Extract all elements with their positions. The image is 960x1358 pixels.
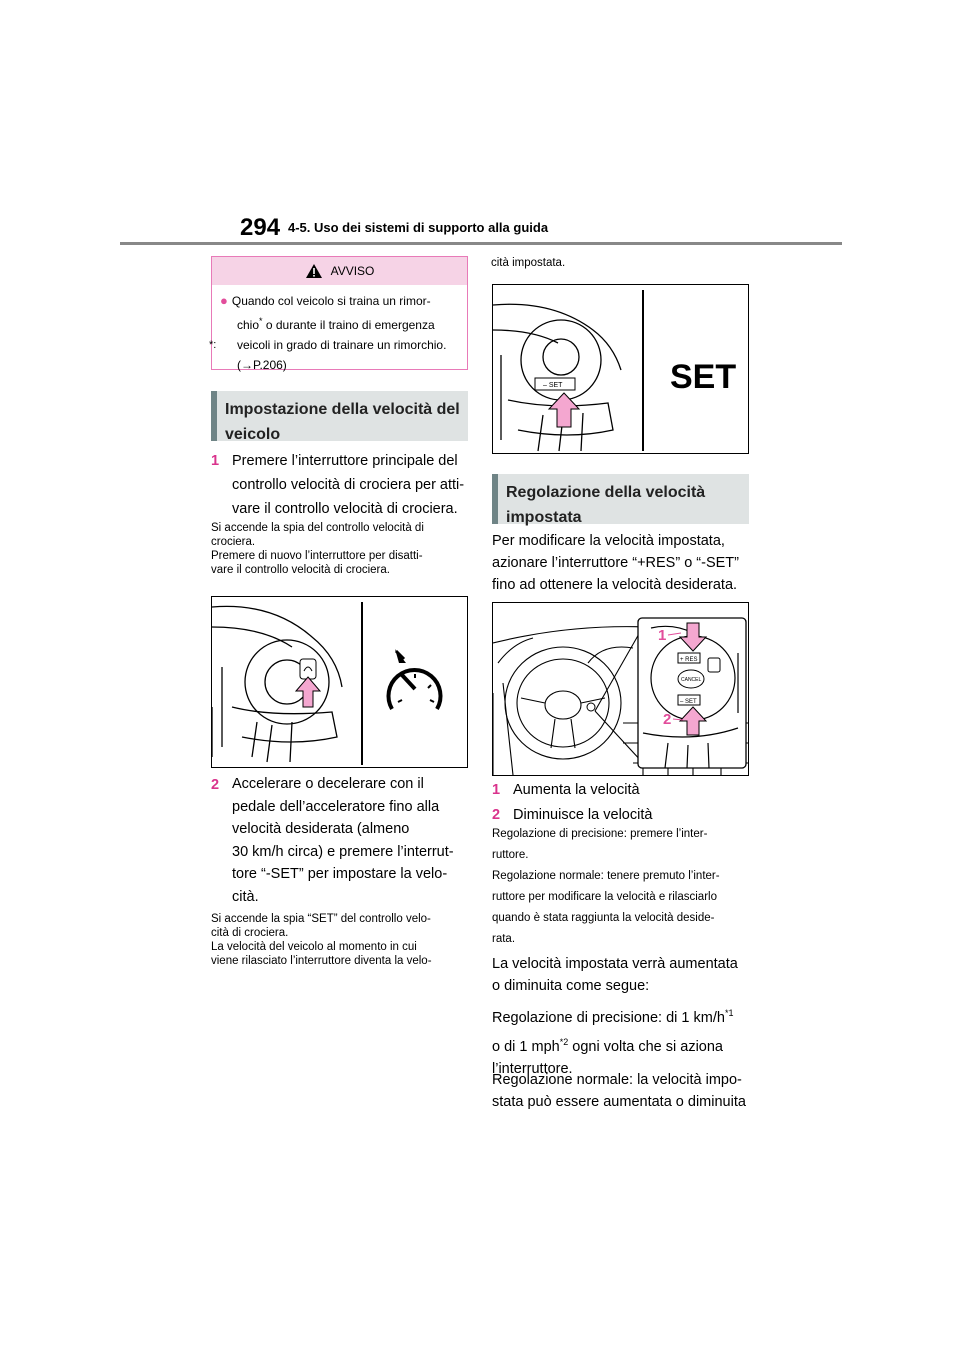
fine-text: o di 1 mph <box>492 1038 560 1055</box>
fine-text: l’interruttore. <box>492 1060 573 1077</box>
step-2-line: pedale dell’acceleratore fino alla <box>232 798 440 815</box>
legend-number-2: 2 <box>492 807 501 823</box>
note-line: rata. <box>492 933 516 945</box>
footnote-mark-2: *2 <box>559 1036 569 1047</box>
note-line: Regolazione normale: tenere premuto l’inter- <box>492 870 720 882</box>
warning-reference: (→P.206) <box>237 358 287 372</box>
note-line: cità di crociera. <box>211 927 289 939</box>
note-line: Premere di nuovo l’interruttore per disatti- <box>211 550 423 562</box>
step-1-line: Premere l’interruttore principale del <box>232 453 458 469</box>
note-line: vare il controllo velocità di crociera. <box>211 564 390 576</box>
step-2-line: tore “-SET” per impostare la velo- <box>232 866 448 882</box>
steering-wheel-illustration <box>493 603 748 775</box>
warning-line2a: chio <box>237 318 260 332</box>
cruise-control-icon <box>389 649 441 709</box>
callout-2: 2 <box>663 711 672 728</box>
section-title-set-speed: Impostazione della velocità del veicolo <box>211 391 468 441</box>
set-indicator-text: SET <box>670 358 737 396</box>
note-line: viene rilasciato l’interruttore diventa la velo- <box>211 955 432 967</box>
legend-text-1: Aumenta la velocità <box>513 782 640 798</box>
fine-text: ogni volta che si aziona <box>568 1038 723 1055</box>
note-line: quando è stata raggiunta la velocità deside- <box>492 912 715 924</box>
step-2-line: 30 km/h circa) e premere l’interrut- <box>232 843 454 860</box>
set-switch-illustration <box>493 285 748 453</box>
warning-body <box>209 285 467 375</box>
warning-header <box>212 257 467 285</box>
note-line: ruttore per modificare la velocità e rilasciarlo <box>492 891 717 903</box>
legend-item-1 <box>492 778 752 802</box>
figure-set-switch <box>492 284 749 454</box>
speed-change-paragraph <box>492 953 762 997</box>
step-2-note <box>211 912 471 968</box>
step-2 <box>211 773 471 908</box>
warning-line1: Quando col veicolo si traina un rimor- <box>231 294 431 308</box>
note-line: Si accende la spia “SET” del controllo velo- <box>211 913 431 925</box>
header-divider <box>120 242 842 245</box>
res-button-label: + RES <box>680 657 698 663</box>
step-2-line: velocità desiderata (almeno <box>232 821 410 837</box>
legend-number-1: 1 <box>492 782 501 798</box>
adjust-intro <box>492 530 762 596</box>
set-button-label: – SET <box>680 699 697 705</box>
warning-box <box>211 256 468 370</box>
para-line: stata può essere aumentata o diminuita <box>492 1094 746 1110</box>
footnote-mark-1: *1 <box>724 1008 734 1018</box>
figure-main-switch <box>211 596 468 768</box>
step-1-number: 1 <box>211 453 220 469</box>
set-button-label: – SET <box>543 382 563 389</box>
step-1 <box>211 449 471 521</box>
para-line: Regolazione normale: la velocità impo- <box>492 1072 742 1088</box>
warning-title: AVVISO <box>330 264 375 278</box>
warning-footnote-mark: * <box>259 316 263 326</box>
step-2-line: cità. <box>232 888 259 905</box>
step-2-line: Accelerare o decelerare con il <box>232 776 424 792</box>
section-title-adjust-speed: Regolazione della velocità impostata <box>492 474 749 524</box>
note-line: La velocità del veicolo al momento in cui <box>211 941 417 953</box>
figure-steering-wheel <box>492 602 749 776</box>
normal-adjust-paragraph <box>492 1069 762 1113</box>
continued-text: cità impostata. <box>491 257 566 269</box>
chapter-header: 4-5. Uso dei sistemi di supporto alla guida <box>288 220 549 235</box>
intro-line: azionare l’interruttore “+RES” o “-SET” <box>492 555 739 571</box>
note-line: Si accende la spia del controllo velocità di <box>211 522 424 534</box>
note-line: Regolazione di precisione: premere l’inter- <box>492 828 708 840</box>
warning-note-marker: *: <box>209 339 217 351</box>
warning-triangle-icon <box>305 263 323 279</box>
note-line: ruttore. <box>492 849 529 861</box>
page-number: 294 <box>240 214 281 241</box>
intro-line: Per modificare la velocità impostata, <box>492 533 725 549</box>
step-1-line: vare il controllo velocità di crociera. <box>232 501 458 517</box>
step-1-line: controllo velocità di crociera per atti- <box>232 477 465 493</box>
fine-adjust-paragraph <box>492 1002 762 1080</box>
adjust-note <box>492 824 754 950</box>
legend-text-2: Diminuisce la velocità <box>513 807 653 823</box>
para-line: La velocità impostata verrà aumentata <box>492 956 738 972</box>
steering-switch-illustration <box>212 597 467 767</box>
para-line: o diminuita come segue: <box>492 978 650 994</box>
warning-line2b: o durante il traino di emergenza <box>262 318 435 332</box>
intro-line: fino ad ottenere la velocità desiderata. <box>492 577 738 593</box>
fine-text: Regolazione di precisione: di 1 km/h <box>492 1009 725 1026</box>
bullet-dot-icon: ● <box>220 293 228 308</box>
step-2-number: 2 <box>211 777 220 793</box>
cancel-button-label: CANCEL <box>681 677 702 683</box>
step-1-note <box>211 521 471 577</box>
warning-note-text: veicoli in grado di trainare un rimorchio. <box>237 338 447 352</box>
callout-1: 1 <box>658 627 667 644</box>
note-line: crociera. <box>211 536 256 548</box>
